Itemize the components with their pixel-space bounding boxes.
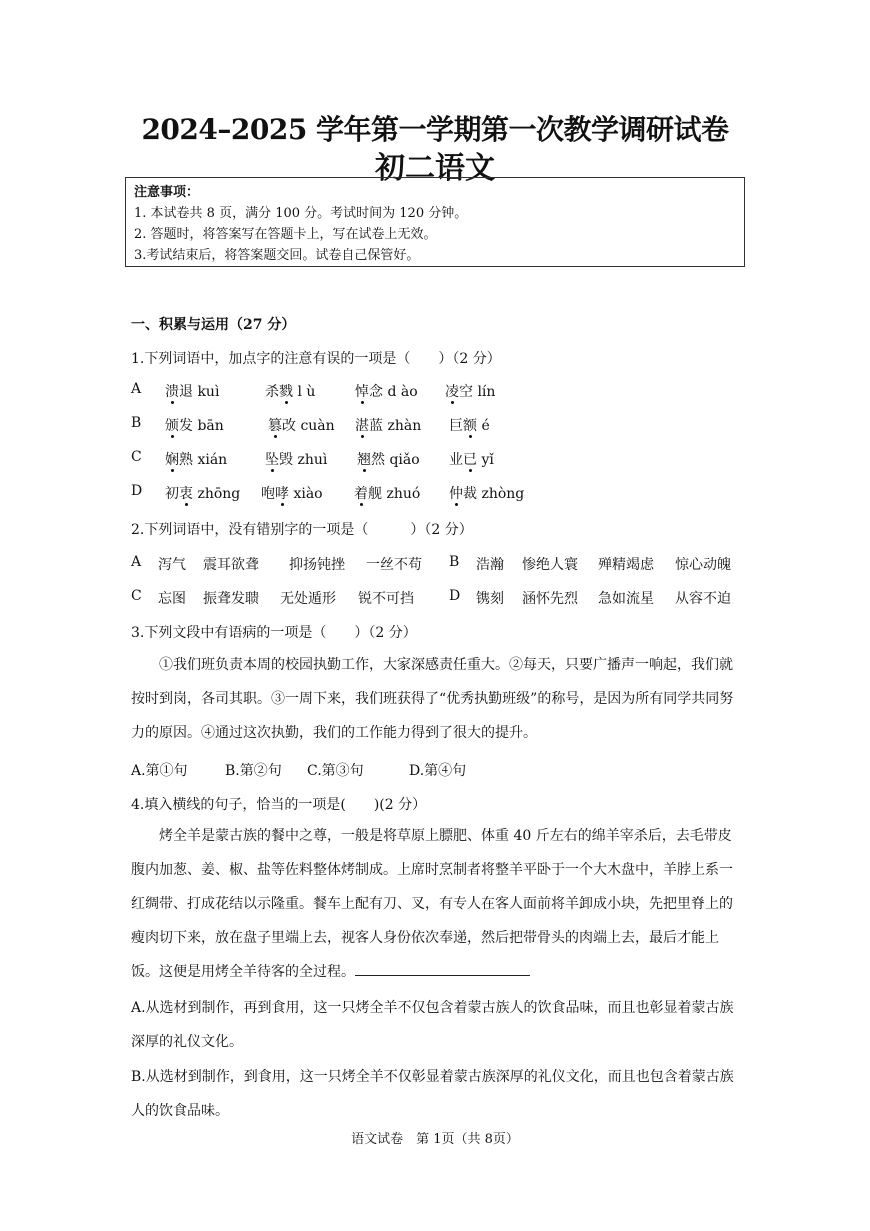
- q2-option-word: 镌刻: [476, 591, 504, 607]
- question-3-passage: ①我们班负责本周的校园执勤工作，大家深感责任重大。②每天，只要广播声一响起，我们就按时到岗，各司其职。③一周下来，我们班获得了“优秀执勤班级”的称号，是因为所有同学共同努力的原因。④通过这次执勤，我们的工作能力得到了很大的提升。: [131, 657, 734, 741]
- q2-option-word: 泻气: [158, 557, 186, 573]
- q1-option-word: 悼念 d ào: [355, 384, 418, 400]
- q2-option-word: 抑扬钝挫: [289, 557, 345, 573]
- question-3-stem: 3.下列文段中有语病的一项是（ ）（2 分）: [131, 625, 417, 641]
- question-1-stem: 1.下列词语中，加点字的注意有误的一项是（ ）（2 分）: [131, 351, 501, 367]
- q1-option-d-letter: D: [131, 483, 143, 499]
- q2-option-word: 惨绝人寰: [522, 557, 578, 573]
- q1-option-word: 初衷 zhōng: [165, 486, 241, 502]
- notice-item: 2. 答题时，将答案写在答题卡上，写在试卷上无效。: [134, 227, 437, 242]
- answer-blank: [355, 961, 530, 976]
- q2-option-letter: A: [131, 554, 142, 570]
- q1-option-a-letter: A: [131, 381, 142, 397]
- exam-title: 2024–2025 学年第一学期第一次教学调研试卷: [141, 113, 729, 146]
- q2-option-word: 殚精竭虑: [598, 557, 654, 573]
- q2-option-word: 从容不迫: [675, 591, 731, 607]
- question-4-passage: 烤全羊是蒙古族的餐中之尊，一般是将草原上膘肥、体重 40 斤左右的绵羊宰杀后，去毛带皮腹内加葱、姜、椒、盐等佐料整体烤制成。上席时烹制者将整羊平卧于一个大木盘中，羊脖上系一红绸带、打成花结以示隆重。餐车上配有刀、叉，有专人在客人面前将羊卸成小块，先把里脊上的瘦肉切下来，放在盘子里端上去，视客人身份依次奉递，然后把带骨头的肉端上去，最后才能上饭。这便是用烤全羊待客的全过程。: [131, 828, 733, 980]
- q2-option-word: 涵怀先烈: [522, 591, 578, 607]
- q3-option: B.第②句: [225, 763, 282, 779]
- q2-option-letter: D: [449, 588, 461, 604]
- q1-option-word: 篡改 cuàn: [268, 418, 335, 434]
- q1-option-word: 巨额 é: [449, 418, 490, 434]
- q3-option: A.第①句: [131, 763, 188, 779]
- q2-option-letter: B: [449, 554, 460, 570]
- q1-option-b-letter: B: [131, 415, 142, 431]
- q2-option-word: 无处遁形: [280, 591, 336, 607]
- q1-option-word: 坠毁 zhuì: [265, 452, 328, 468]
- q1-option-word: 娴熟 xián: [165, 452, 228, 468]
- q2-option-word: 忘图: [158, 591, 186, 607]
- q2-option-word: 振聋发聩: [203, 591, 259, 607]
- notice-item: 3.考试结束后，将答案题交回。试卷自己保管好。: [134, 248, 420, 263]
- q1-option-word: 湛蓝 zhàn: [355, 418, 422, 434]
- q1-option-c-letter: C: [131, 449, 142, 465]
- notice-heading: 注意事项：: [134, 185, 200, 200]
- section-heading: 一、积累与运用（27 分）: [131, 317, 296, 333]
- q1-option-word: 业已 yǐ: [449, 452, 494, 468]
- notice-item: 1. 本试卷共 8 页，满分 100 分。考试时间为 120 分钟。: [134, 206, 468, 221]
- exam-subject: 初二语文: [375, 151, 495, 186]
- q1-option-word: 着舰 zhuó: [354, 486, 421, 502]
- q2-option-word: 锐不可挡: [358, 591, 414, 607]
- q1-option-word: 仲裁 zhòng: [449, 486, 525, 502]
- question-4-stem: 4.填入横线的句子，恰当的一项是( )(2 分）: [131, 797, 427, 813]
- q1-option-word: 翘然 qiǎo: [357, 452, 420, 468]
- q1-option-word: 颁发 bān: [165, 418, 224, 434]
- q4-option-b: B.从选材到制作，到食用，这一只烤全羊不仅彰显着蒙古族深厚的礼仪文化，而且也包含着蒙古族人的饮食品味。: [131, 1069, 734, 1119]
- q2-option-word: 惊心动魄: [675, 557, 731, 573]
- q2-option-word: 浩瀚: [476, 557, 504, 573]
- q4-option-a: A.从选材到制作，再到食用，这一只烤全羊不仅包含着蒙古族人的饮食品味，而且也彰显着蒙古族深厚的礼仪文化。: [131, 1000, 734, 1050]
- q1-option-word: 咆哮 xiào: [261, 486, 323, 502]
- q1-option-word: 溃退 kuì: [165, 384, 220, 400]
- notice-box: [125, 177, 745, 267]
- page-footer: 语文试卷 第 1页（共 8页）: [351, 1132, 519, 1147]
- q2-option-word: 一丝不苟: [366, 557, 422, 573]
- q1-option-word: 杀戮 l ù: [265, 384, 316, 400]
- q1-option-word: 凌空 lín: [445, 384, 496, 400]
- q3-option: C.第③句: [307, 763, 364, 779]
- question-2-stem: 2.下列词语中，没有错别字的一项是（ ）（2 分）: [131, 522, 473, 538]
- q2-option-word: 急如流星: [598, 591, 654, 607]
- q2-option-letter: C: [131, 588, 142, 604]
- q2-option-word: 震耳欲聋: [203, 557, 259, 573]
- q3-option: D.第④句: [409, 763, 467, 779]
